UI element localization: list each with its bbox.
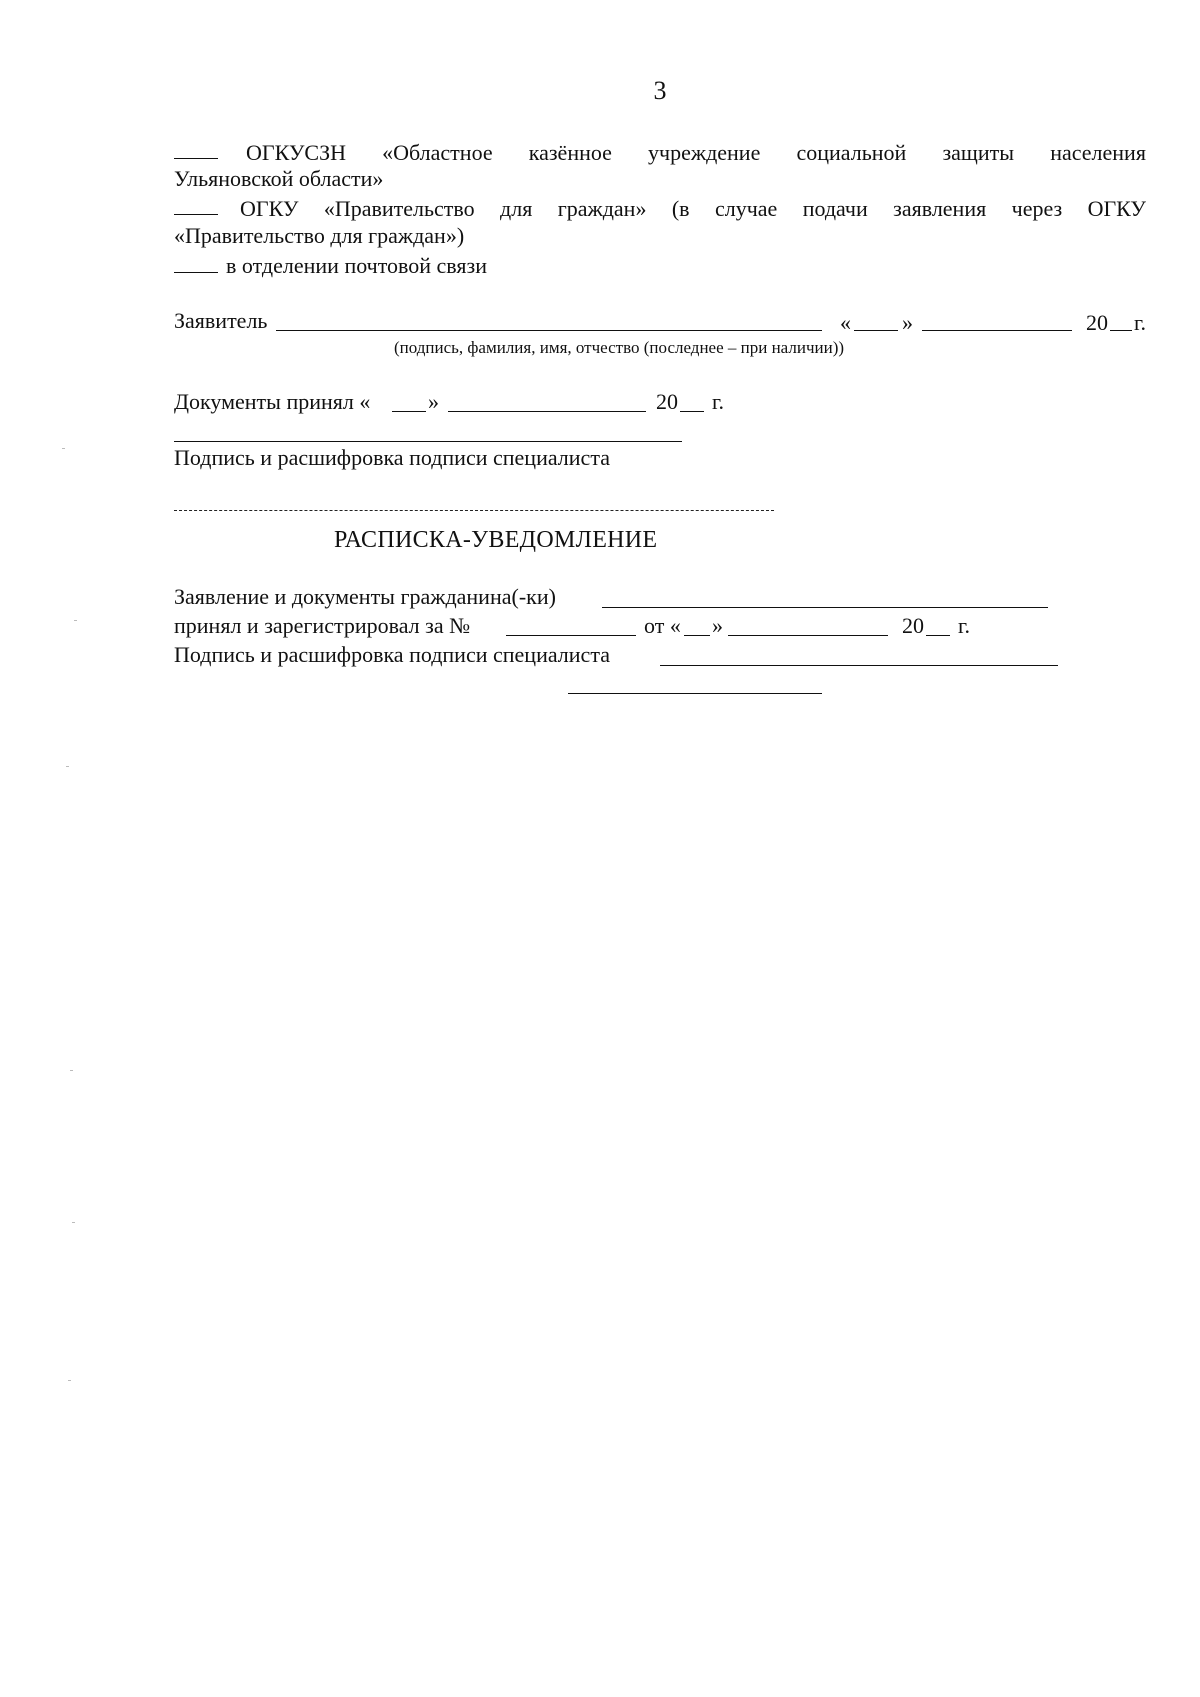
option-1-word: «Областное (382, 140, 493, 165)
option-2-word: «Правительство (323, 196, 475, 221)
option-2-word: заявления (893, 196, 987, 221)
option-2-line-1 (240, 196, 1146, 222)
option-2-word: для (500, 196, 533, 221)
receipt-year-suffix: г. (958, 613, 971, 638)
option-3-checkbox-blank[interactable] (174, 272, 218, 273)
specialist-signature-caption: Подпись и расшифровка подписи специалиста (174, 445, 610, 470)
receipt-line-1: Заявление и документы гражданина(-ки) (174, 584, 556, 609)
option-1-line-1 (246, 140, 1146, 166)
option-2-word: через (1011, 196, 1063, 221)
receipt-year-field[interactable] (926, 635, 950, 636)
option-2-word: случае (714, 196, 778, 221)
receipt-from-label: от « (644, 613, 681, 638)
option-3-text: в отделении почтовой связи (226, 253, 487, 278)
accepted-year-field[interactable] (680, 411, 704, 412)
receipt-day-field[interactable] (684, 635, 710, 636)
scan-speck (74, 620, 77, 621)
option-1-word: учреждение (648, 140, 761, 165)
option-1-word: ОГКУСЗН (246, 140, 346, 165)
scan-speck (66, 766, 69, 767)
option-2-word: подачи (802, 196, 868, 221)
option-1-line-2: Ульяновской области» (174, 166, 384, 191)
applicant-year-prefix: 20 (1086, 310, 1108, 335)
applicant-month-field[interactable] (922, 330, 1072, 331)
applicant-year-field[interactable] (1110, 330, 1132, 331)
option-2-word: ОГКУ (1087, 196, 1146, 221)
option-2-word: ОГКУ (240, 196, 299, 221)
option-2-checkbox-blank[interactable] (174, 214, 218, 215)
accepted-year-prefix: 20 (656, 389, 678, 414)
accepted-year-suffix: г. (712, 389, 725, 414)
receipt-signature-field[interactable] (660, 665, 1058, 666)
option-1-checkbox-blank[interactable] (174, 158, 218, 159)
receipt-year-prefix: 20 (902, 613, 924, 638)
applicant-caption: (подпись, фамилия, имя, отчество (последнее – при наличии)) (394, 338, 845, 357)
option-1-word: защиты (942, 140, 1015, 165)
applicant-day-field[interactable] (854, 330, 898, 331)
page-number: 3 (653, 76, 667, 105)
end-line-divider (568, 693, 822, 694)
applicant-label: Заявитель (174, 308, 268, 333)
applicant-signature-field[interactable] (276, 330, 822, 331)
option-1-word: казённое (528, 140, 612, 165)
receipt-title: РАСПИСКА-УВЕДОМЛЕНИЕ (334, 527, 658, 553)
specialist-signature-field[interactable] (174, 441, 682, 442)
option-1-word: населения (1050, 140, 1146, 165)
receipt-quote-close: » (712, 613, 723, 638)
option-2-line-2: «Правительство для граждан») (174, 223, 465, 248)
scan-speck (72, 1222, 75, 1223)
applicant-quote-close: » (902, 310, 913, 335)
scan-speck (68, 1380, 71, 1381)
accepted-quote-close: » (428, 389, 439, 414)
option-1-word: социальной (796, 140, 907, 165)
receipt-line-2-label: принял и зарегистрировал за № (174, 613, 471, 638)
accepted-day-field[interactable] (392, 411, 426, 412)
citizen-name-field[interactable] (602, 607, 1048, 608)
scan-speck (62, 448, 65, 449)
registration-number-field[interactable] (506, 635, 636, 636)
receipt-month-field[interactable] (728, 635, 888, 636)
cut-line-divider (174, 510, 774, 511)
receipt-signature-label: Подпись и расшифровка подписи специалиста (174, 642, 610, 667)
applicant-quote-open: « (840, 310, 851, 335)
accepted-month-field[interactable] (448, 411, 646, 412)
option-2-word: (в (671, 196, 690, 221)
applicant-year-suffix: г. (1134, 310, 1147, 335)
option-2-word: граждан» (557, 196, 647, 221)
accepted-label: Документы принял « (174, 389, 371, 414)
scan-speck (70, 1070, 73, 1071)
